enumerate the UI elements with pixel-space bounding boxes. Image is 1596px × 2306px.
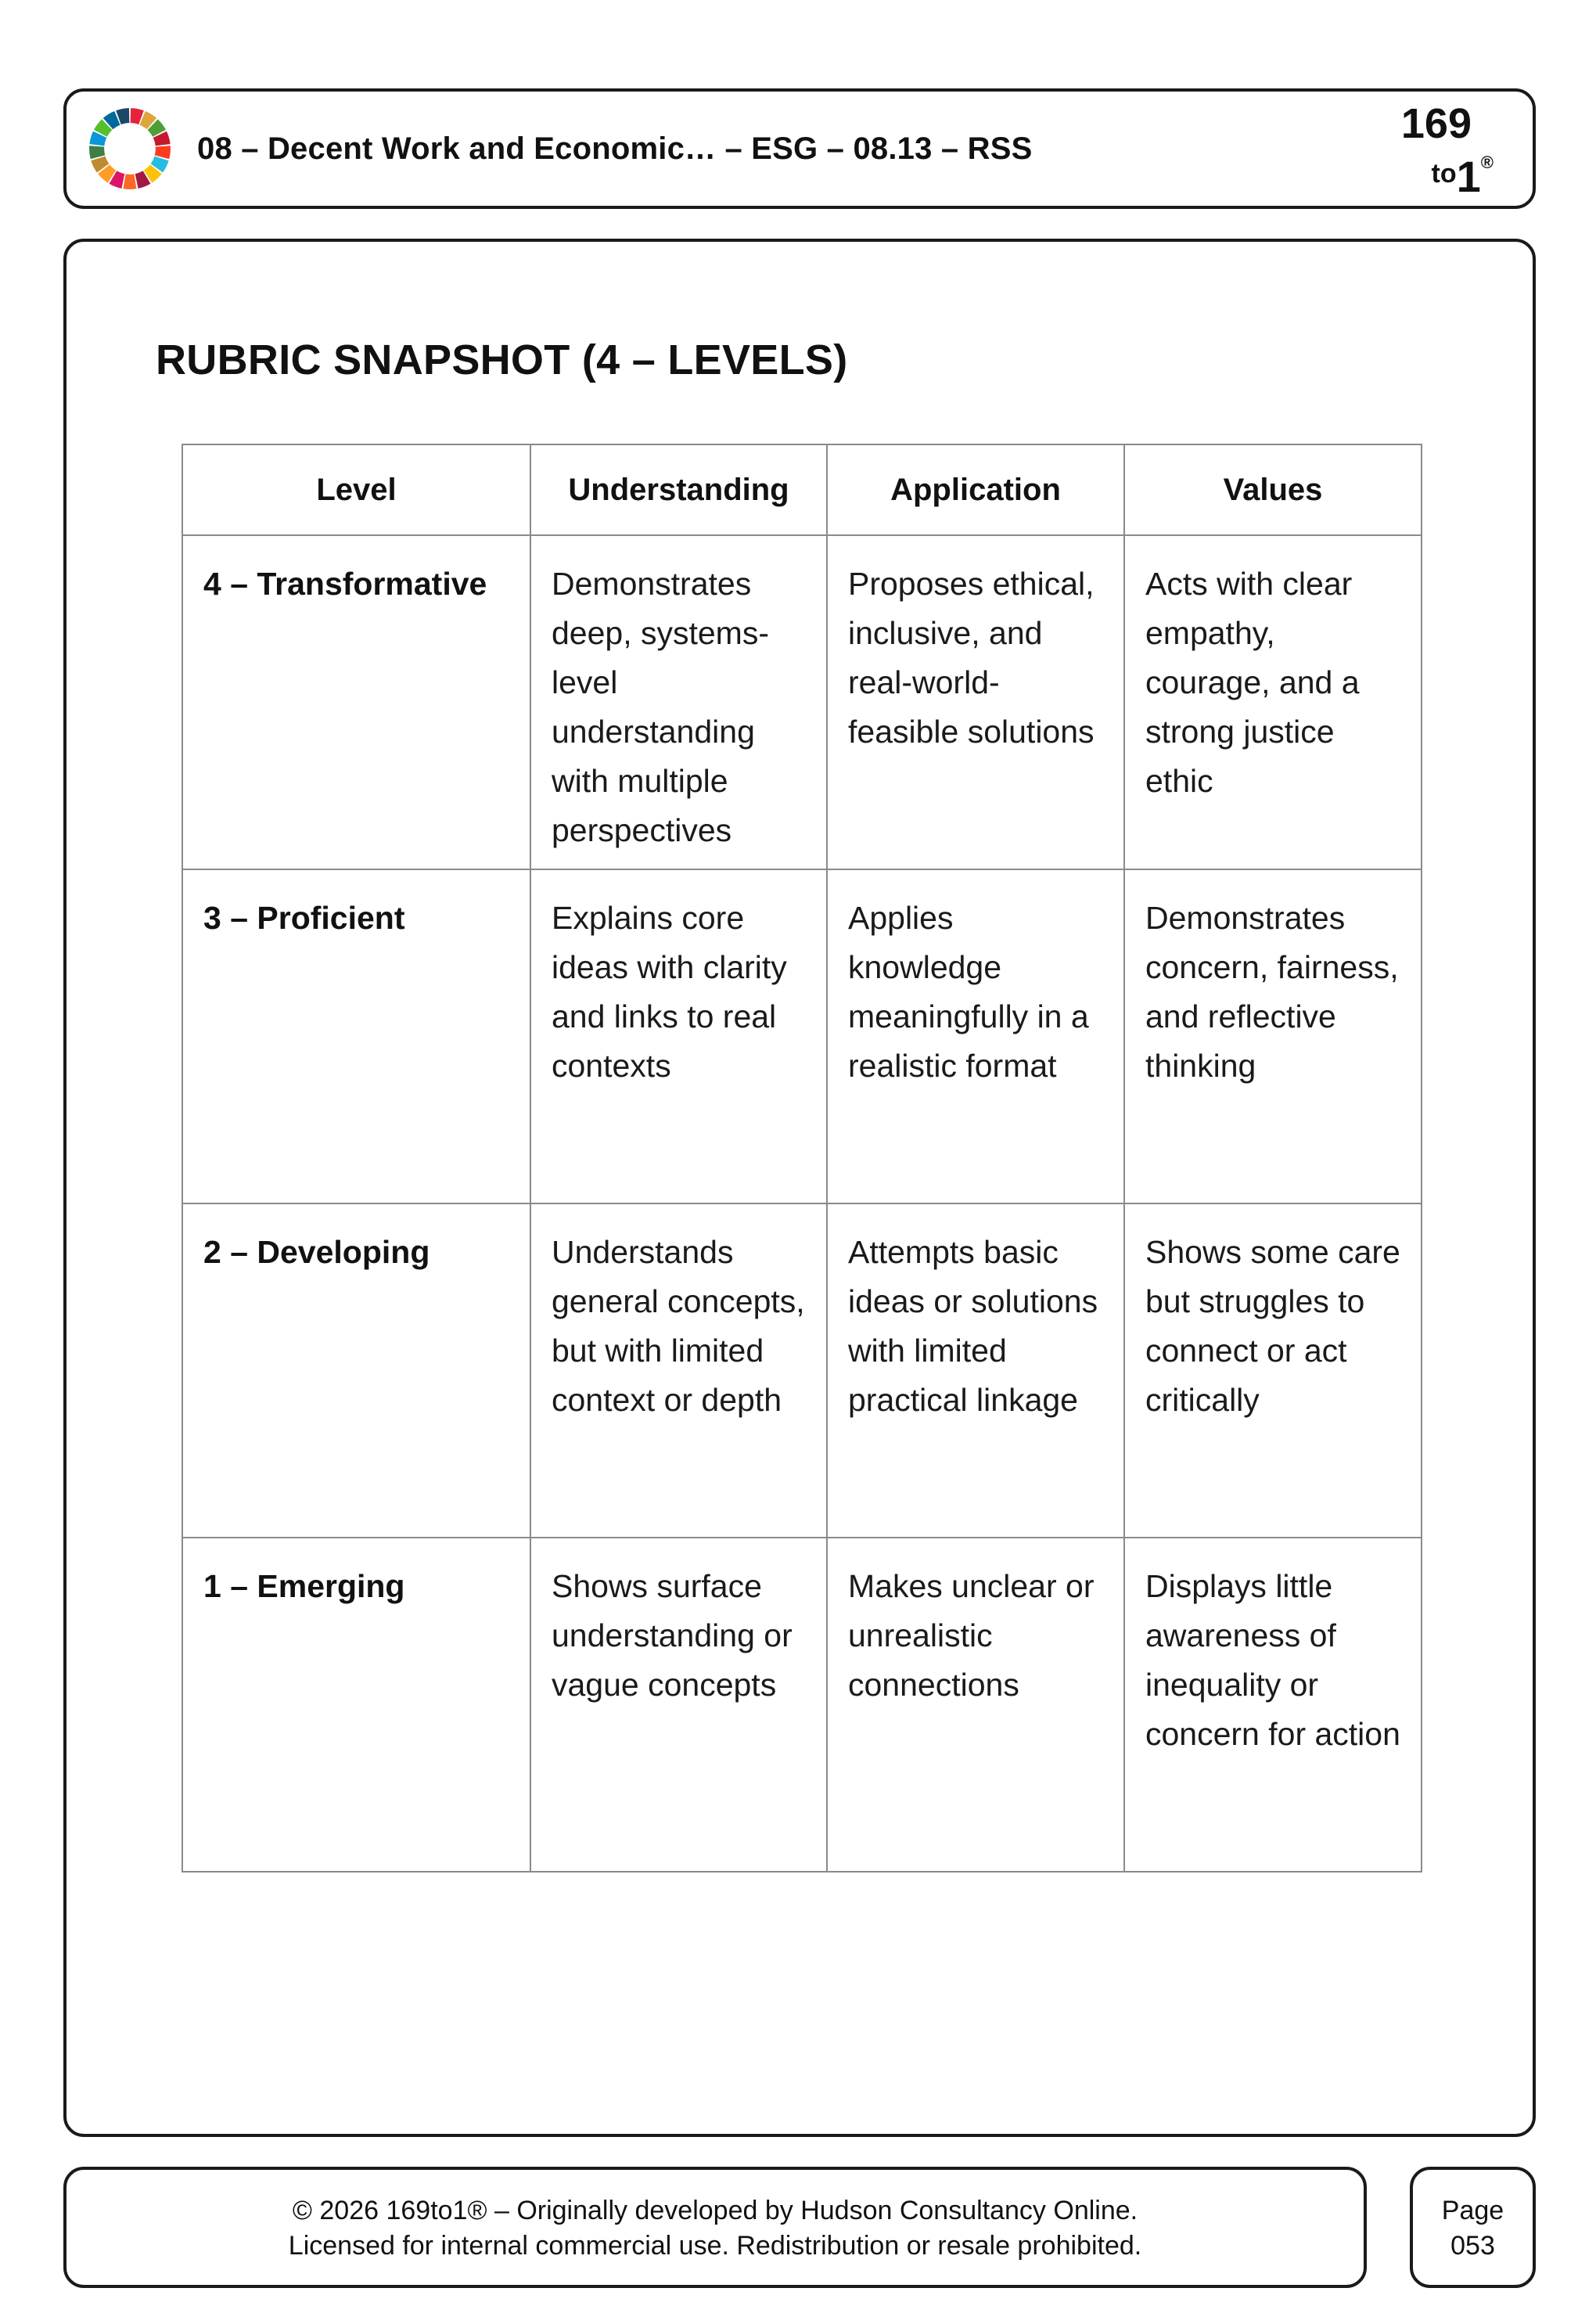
page-number: 053 (1450, 2231, 1495, 2261)
page-number-box (1410, 2167, 1536, 2288)
sdg-wheel-segment (123, 174, 136, 189)
understanding-cell: Explains core ideas with clarity and links to real contexts (530, 869, 827, 1203)
column-header-level: Level (182, 444, 530, 535)
content-panel (63, 239, 1536, 2137)
section-title: RUBRIC SNAPSHOT (4 – LEVELS) (156, 336, 848, 383)
level-cell: 1 – Emerging (182, 1538, 530, 1872)
footer-line-1: © 2026 169to1® – Originally developed by Hudson Consultancy Online. (292, 2196, 1138, 2225)
understanding-cell: Demonstrates deep, systems-level understanding with multiple perspectives (530, 535, 827, 869)
application-cell: Proposes ethical, inclusive, and real-world-feasible solutions (827, 535, 1124, 869)
level-cell: 3 – Proficient (182, 869, 530, 1203)
header-bar (63, 88, 1536, 209)
understanding-cell: Understands general concepts, but with limited context or depth (530, 1203, 827, 1538)
values-cell: Acts with clear empathy, courage, and a strong justice ethic (1124, 535, 1422, 869)
brand-to: to (1431, 159, 1457, 189)
table-row (182, 535, 1422, 869)
footer-bar (63, 2167, 1367, 2288)
values-cell: Shows some care but struggles to connect or act critically (1124, 1203, 1422, 1538)
page-indicator (1413, 2193, 1533, 2264)
footer-copyright (66, 2193, 1364, 2264)
sdg-wheel-icon (88, 107, 171, 190)
level-cell: 4 – Transformative (182, 535, 530, 869)
column-header-understanding: Understanding (530, 444, 827, 535)
table-header-row (182, 444, 1422, 535)
column-header-application: Application (827, 444, 1124, 535)
footer-line-2: Licensed for internal commercial use. Redistribution or resale prohibited. (288, 2231, 1142, 2261)
level-cell: 2 – Developing (182, 1203, 530, 1538)
application-cell: Applies knowledge meaningfully in a realistic format (827, 869, 1124, 1203)
table-row (182, 1203, 1422, 1538)
rubric-table (182, 444, 1422, 1873)
understanding-cell: Shows surface understanding or vague concepts (530, 1538, 827, 1872)
column-header-values: Values (1124, 444, 1422, 535)
brand-number: 169 (1400, 100, 1472, 147)
document-title: 08 – Decent Work and Economic… – ESG – 08.13 – RSS (197, 131, 1033, 166)
brand-registered: ® (1480, 153, 1494, 172)
application-cell: Attempts basic ideas or solutions with limited practical linkage (827, 1203, 1124, 1538)
table-row (182, 1538, 1422, 1872)
brand-one: 1 (1456, 152, 1481, 201)
brand-suffix (1432, 154, 1494, 199)
table-row (182, 869, 1422, 1203)
application-cell: Makes unclear or unrealistic connections (827, 1538, 1124, 1872)
values-cell: Displays little awareness of inequality or concern for action (1124, 1538, 1422, 1872)
page-label: Page (1441, 2196, 1504, 2225)
brand-logo (1384, 98, 1494, 200)
values-cell: Demonstrates concern, fairness, and reflective thinking (1124, 869, 1422, 1203)
